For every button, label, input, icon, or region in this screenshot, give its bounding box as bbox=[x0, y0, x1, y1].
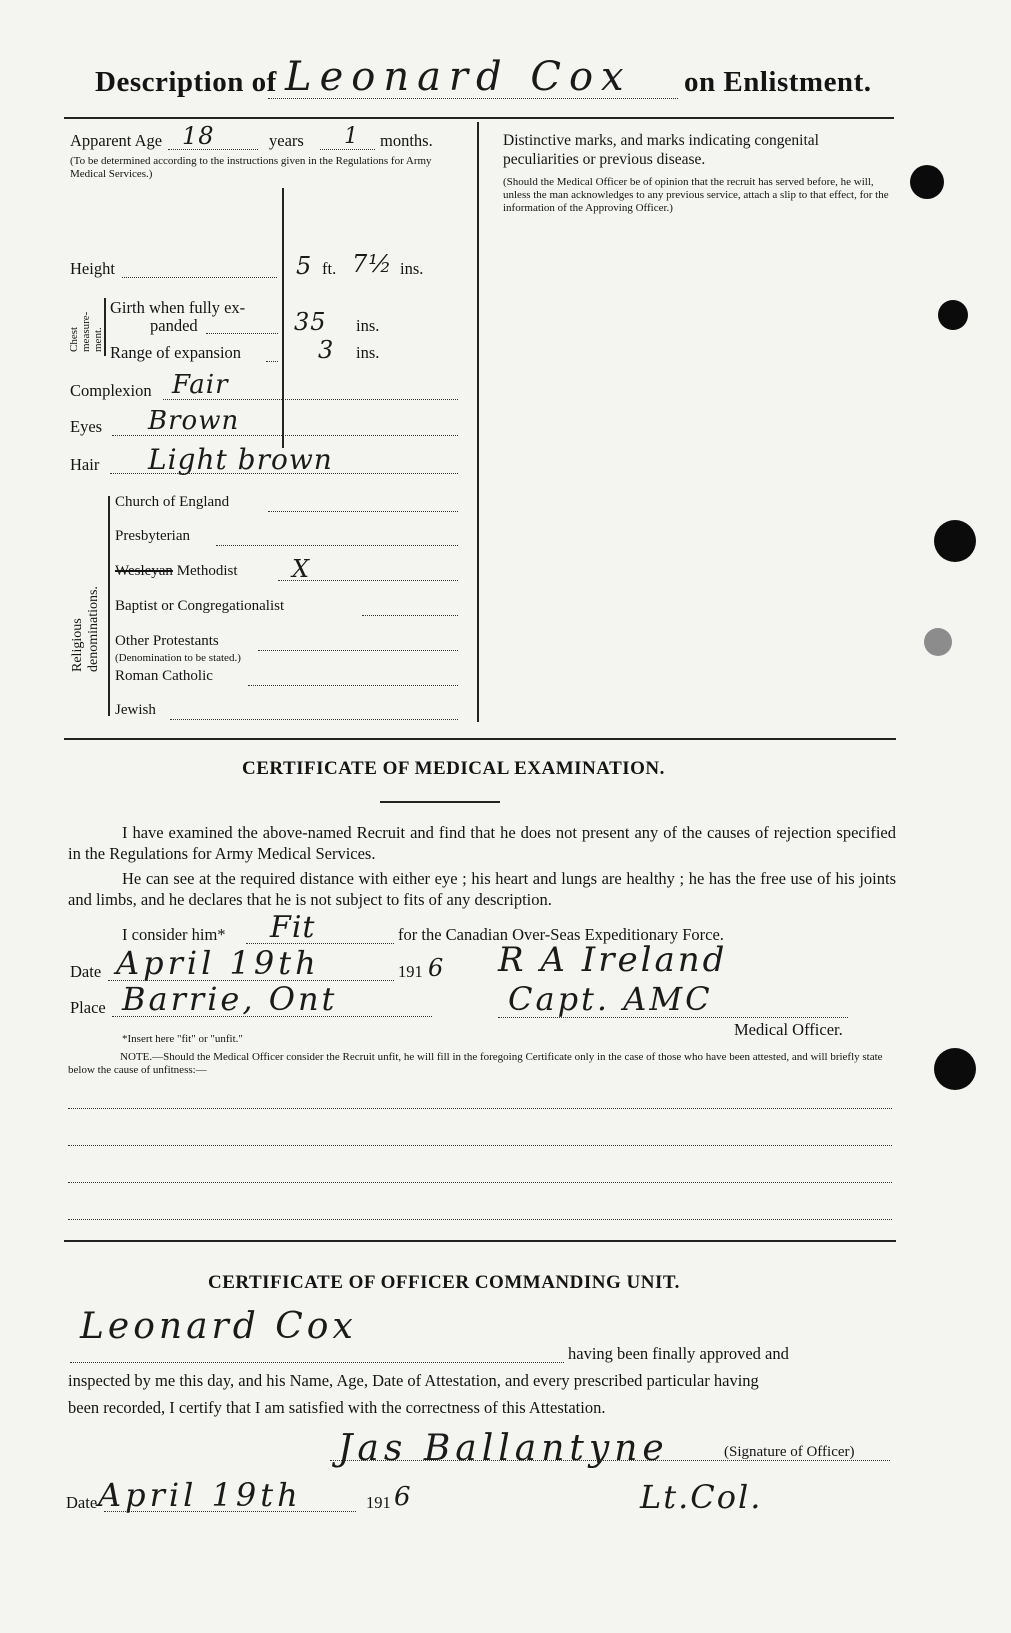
section-rule bbox=[64, 1240, 896, 1242]
signature-of-officer-label: (Signature of Officer) bbox=[724, 1444, 855, 1460]
chest-side-label-3: ment. bbox=[92, 327, 104, 352]
age-divider bbox=[282, 188, 284, 448]
religion-option-roman-catholic: Roman Catholic bbox=[115, 668, 213, 684]
consider-label: I consider him* bbox=[122, 925, 226, 944]
commanding-date-label: Date bbox=[66, 1493, 98, 1512]
girth-label-1: Girth when fully ex- bbox=[110, 298, 246, 317]
dots bbox=[498, 1017, 848, 1018]
punch-hole bbox=[938, 300, 968, 330]
height-ins-value: 7½ bbox=[352, 250, 393, 278]
insert-note: *Insert here "fit" or "unfit." bbox=[122, 1033, 243, 1045]
commanding-officer-signature[interactable]: Jas Ballantyne bbox=[338, 1428, 669, 1469]
punch-hole bbox=[910, 165, 944, 199]
title-underline bbox=[268, 98, 678, 99]
height-label: Height bbox=[70, 259, 115, 278]
chest-brace bbox=[104, 298, 106, 356]
dots bbox=[170, 719, 458, 720]
hair-label: Hair bbox=[70, 455, 100, 474]
range-label: Range of expansion bbox=[110, 343, 242, 362]
commanding-recruit-name[interactable]: Leonard Cox bbox=[80, 1306, 357, 1347]
dots bbox=[268, 511, 458, 512]
distinctive-marks-heading: Distinctive marks, and marks indicating congenital peculiarities or previous disease. bbox=[503, 132, 819, 168]
medical-certificate-heading: CERTIFICATE OF MEDICAL EXAMINATION. bbox=[242, 758, 665, 779]
dots bbox=[216, 545, 458, 546]
unfitness-line[interactable] bbox=[68, 1219, 892, 1220]
column-divider bbox=[477, 122, 479, 722]
commanding-date-value[interactable]: April 19th bbox=[98, 1476, 302, 1514]
range-unit: ins. bbox=[356, 343, 380, 362]
exam-place-value[interactable]: Barrie, Ont bbox=[122, 980, 338, 1018]
form-title-prefix: Description of bbox=[95, 66, 277, 98]
dots bbox=[320, 149, 375, 150]
fitness-value[interactable]: Fit bbox=[270, 910, 316, 945]
heading-underline bbox=[380, 801, 500, 803]
height-ft-value: 5 bbox=[296, 252, 313, 280]
medical-officer-rank: Capt. AMC bbox=[508, 980, 713, 1018]
religion-option-jewish: Jewish bbox=[115, 702, 156, 718]
commanding-officer-rank: Lt.Col. bbox=[640, 1478, 763, 1516]
age-note: (To be determined according to the instructions given in the Regulations for Army Medical Services.) bbox=[70, 155, 432, 180]
religion-other-note: (Denomination to be stated.) bbox=[115, 652, 241, 664]
religion-methodist-word: Methodist bbox=[176, 563, 238, 579]
punch-hole bbox=[934, 1048, 976, 1090]
chest-side-label-2: measure- bbox=[80, 311, 92, 352]
exam-year-digit: 6 bbox=[428, 954, 445, 982]
eyes-value: Brown bbox=[148, 406, 240, 436]
dots bbox=[122, 277, 277, 278]
girth-label-2: panded bbox=[150, 316, 198, 335]
religion-brace bbox=[108, 496, 110, 716]
height-ins-label: ins. bbox=[400, 259, 424, 278]
complexion-label: Complexion bbox=[70, 381, 152, 400]
girth-value: 35 bbox=[294, 308, 327, 336]
religion-option-methodist bbox=[115, 563, 238, 580]
religion-side-label-1: Religious bbox=[70, 618, 85, 672]
commanding-year-prefix: 191 bbox=[366, 1493, 391, 1512]
religion-selected-mark: X bbox=[292, 555, 311, 583]
exam-place-label: Place bbox=[70, 998, 106, 1017]
form-title-suffix: on Enlistment. bbox=[684, 66, 872, 98]
age-years-value: 18 bbox=[182, 122, 215, 150]
punch-hole bbox=[934, 520, 976, 562]
hair-value: Light brown bbox=[148, 443, 333, 476]
dots bbox=[258, 650, 458, 651]
top-rule bbox=[64, 117, 894, 119]
religion-side-label-2: denominations. bbox=[86, 586, 101, 672]
religion-option-church-of-england: Church of England bbox=[115, 494, 230, 510]
chest-side-label-1: Chest bbox=[68, 326, 80, 352]
punch-hole bbox=[924, 628, 952, 656]
exam-date-label: Date bbox=[70, 962, 102, 981]
age-months-value: 1 bbox=[344, 124, 359, 149]
religion-option-other-protestants: Other Protestants bbox=[115, 633, 219, 649]
dots bbox=[362, 615, 458, 616]
commanding-line2: inspected by me this day, and his Name, Age, Date of Attestation, and every prescribed particular having bbox=[68, 1371, 759, 1390]
years-label: years bbox=[269, 131, 304, 150]
section-rule bbox=[64, 738, 896, 740]
dots bbox=[266, 361, 278, 362]
commanding-certificate-heading: CERTIFICATE OF OFFICER COMMANDING UNIT. bbox=[208, 1272, 680, 1293]
chest-side-label bbox=[68, 312, 104, 352]
medical-paragraph-2: He can see at the required distance with either eye ; his heart and lungs are healthy ; he has the free use of his joints and limbs, and he declares that he is not subject to fits of any description. bbox=[68, 869, 896, 909]
medical-paragraph-1: I have examined the above-named Recruit and find that he does not present any of the causes of rejection specified in the Regulations for Army Medical Services. bbox=[68, 823, 896, 863]
religion-option-presbyterian: Presbyterian bbox=[115, 528, 190, 544]
commanding-line3: been recorded, I certify that I am satisfied with the correctness of this Attestation. bbox=[68, 1398, 606, 1417]
commanding-year-digit: 6 bbox=[394, 1482, 412, 1512]
eyes-label: Eyes bbox=[70, 417, 103, 436]
force-text: for the Canadian Over-Seas Expeditionary Force. bbox=[398, 925, 724, 944]
exam-date-value[interactable]: April 19th bbox=[116, 944, 320, 982]
height-ft-label: ft. bbox=[322, 259, 337, 278]
months-label: months. bbox=[380, 131, 433, 150]
dots bbox=[206, 333, 278, 334]
complexion-value: Fair bbox=[172, 370, 229, 400]
girth-unit: ins. bbox=[356, 316, 380, 335]
range-value: 3 bbox=[318, 336, 335, 364]
medical-officer-label: Medical Officer. bbox=[734, 1020, 843, 1039]
medical-officer-signature[interactable]: R A Ireland bbox=[498, 940, 728, 980]
unfitness-line[interactable] bbox=[68, 1108, 892, 1109]
religion-struck-word: Wesleyan bbox=[115, 563, 173, 579]
dots bbox=[70, 1362, 564, 1363]
exam-year-prefix: 191 bbox=[398, 962, 423, 981]
unfitness-line[interactable] bbox=[68, 1182, 892, 1183]
religion-option-baptist: Baptist or Congregationalist bbox=[115, 598, 285, 614]
distinctive-marks-note: (Should the Medical Officer be of opinion that the recruit has served before, he will, unless the man acknowledges to any previous service, attach a slip to that effect, for the information of the Approving Officer.) bbox=[503, 176, 889, 214]
dots bbox=[248, 685, 458, 686]
commanding-line1-end: having been finally approved and bbox=[568, 1344, 789, 1363]
unfitness-line[interactable] bbox=[68, 1145, 892, 1146]
religion-side-label bbox=[70, 586, 102, 672]
recruit-name: Leonard Cox bbox=[285, 54, 632, 100]
unfitness-note: NOTE.—Should the Medical Officer consider the Recruit unfit, he will fill in the foregoing Certificate only in the case of those who have been attested, and will briefly state below the cause of unfitness:— bbox=[68, 1051, 883, 1076]
apparent-age-label: Apparent Age bbox=[70, 131, 163, 150]
